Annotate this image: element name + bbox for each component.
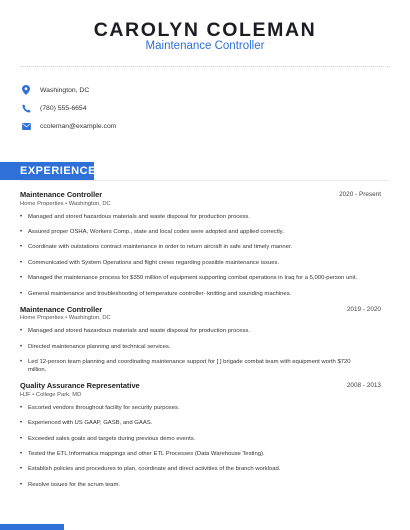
- list-item: • Resolve issues for the scrum team.: [20, 482, 120, 488]
- list-item: • Managed the maintenance process for $350 million of equipment supporting combat operations in Iraq for a 5,000-person unit.: [20, 275, 358, 281]
- list-item: • Experienced with US GAAP, GASB, and GAAS.: [20, 420, 153, 426]
- list-item-text: Coordinate with outstations contract maintenance in order to return aircraft in safe and timely manner.: [28, 244, 293, 250]
- experience-divider: [20, 180, 390, 181]
- phone-icon: [21, 103, 31, 113]
- list-item: • Coordinate with outstations contract maintenance in order to return aircraft in safe and timely manner.: [20, 244, 293, 250]
- job-employer: Home Properties • Washington, DC: [20, 315, 111, 321]
- list-item: • Tested the ETL Informatica mappings and other ETL Processes (Data Warehouse Testing).: [20, 451, 265, 457]
- list-item-text: Led 12-person team planning and coordinating maintenance support for [ ] brigade combat team with equipment worth $720: [28, 359, 351, 365]
- header-divider: [20, 66, 390, 67]
- list-item: • Assured proper OSHA, Workers Comp., state and local codes were adopted and applied correctly.: [20, 229, 284, 235]
- list-item: • Escorted vendors throughout facility for security purposes.: [20, 405, 180, 411]
- list-item-text: Assured proper OSHA, Workers Comp., state and local codes were adopted and applied correctly.: [28, 229, 284, 235]
- list-item-text: Tested the ETL Informatica mappings and other ETL Processes (Data Warehouse Testing).: [28, 451, 265, 457]
- job-title: Quality Assurance Representative: [20, 381, 140, 390]
- list-item-text: Establish policies and procedures to plan, coordinate and direct activities of the branch workload.: [28, 466, 281, 472]
- list-item: • Managed and stored hazardous materials and waste disposal for production process.: [20, 328, 251, 334]
- job-title: Maintenance Controller: [20, 190, 103, 199]
- list-item-text: General maintenance and troubleshooting of temperature controller- knitting and sounding machines.: [28, 291, 292, 297]
- candidate-name: CAROLYN COLEMAN: [93, 19, 317, 41]
- list-item-text: Resolve issues for the scrum team.: [28, 482, 120, 488]
- list-item: • Exceeded sales goals and targets during previous demo events.: [20, 436, 196, 442]
- candidate-role: Maintenance Controller: [145, 40, 265, 52]
- list-item-text: Exceeded sales goals and targets during previous demo events.: [28, 436, 196, 442]
- contact-phone: [21, 101, 86, 115]
- job-dates: 2020 - Present: [339, 191, 381, 198]
- list-item: • Establish policies and procedures to plan, coordinate and direct activities of the branch workload.: [20, 466, 281, 472]
- contact-email-text: ccoleman@example.com: [40, 122, 117, 130]
- contact-location-text: Washington, DC: [40, 86, 90, 94]
- contact-location: [21, 83, 89, 97]
- list-item: • Managed and stored hazardous materials and waste disposal for production process.: [20, 214, 251, 220]
- list-item-text: Managed the maintenance process for $350 million of equipment supporting combat operations in Iraq for a 5,000-person unit.: [28, 275, 358, 281]
- email-icon: [21, 121, 31, 131]
- list-item: • Communicated with System Operations and flight crews regarding possible maintenance issues.: [20, 260, 280, 266]
- list-item: • Led 12-person team planning and coordinating maintenance support for [ ] brigade combat team with equipment worth $720: [20, 359, 351, 365]
- list-item-text: Communicated with System Operations and flight crews regarding possible maintenance issues.: [28, 260, 280, 266]
- next-section-tab: [0, 524, 64, 530]
- contact-phone-text: (780) 555-6654: [40, 104, 87, 112]
- list-item: • Directed maintenance planning and technical services.: [20, 344, 171, 350]
- list-item-text: Managed and stored hazardous materials and waste disposal for production process.: [28, 214, 251, 220]
- list-item-text: Escorted vendors throughout facility for security purposes.: [28, 405, 180, 411]
- list-item: • General maintenance and troubleshooting of temperature controller- knitting and sounding machines.: [20, 291, 292, 297]
- job-title: Maintenance Controller: [20, 305, 103, 314]
- job-dates: 2008 - 2013: [346, 382, 381, 389]
- job-employer: Home Properties • Washington, DC: [20, 201, 111, 207]
- contact-email: [21, 119, 116, 133]
- list-item-continuation: [20, 366, 370, 375]
- job-dates: 2019 - 2020: [346, 306, 381, 313]
- list-item-text: Experienced with US GAAP, GASB, and GAAS.: [28, 420, 153, 426]
- list-item-text: Directed maintenance planning and technical services.: [28, 344, 171, 350]
- list-item-text: Managed and stored hazardous materials and waste disposal for production process.: [28, 328, 251, 334]
- job-employer: HJF • College Park, MD: [20, 392, 82, 398]
- list-item-text: million.: [28, 367, 47, 373]
- experience-heading: EXPERIENCE: [0, 162, 94, 180]
- location-pin-icon: [21, 85, 31, 95]
